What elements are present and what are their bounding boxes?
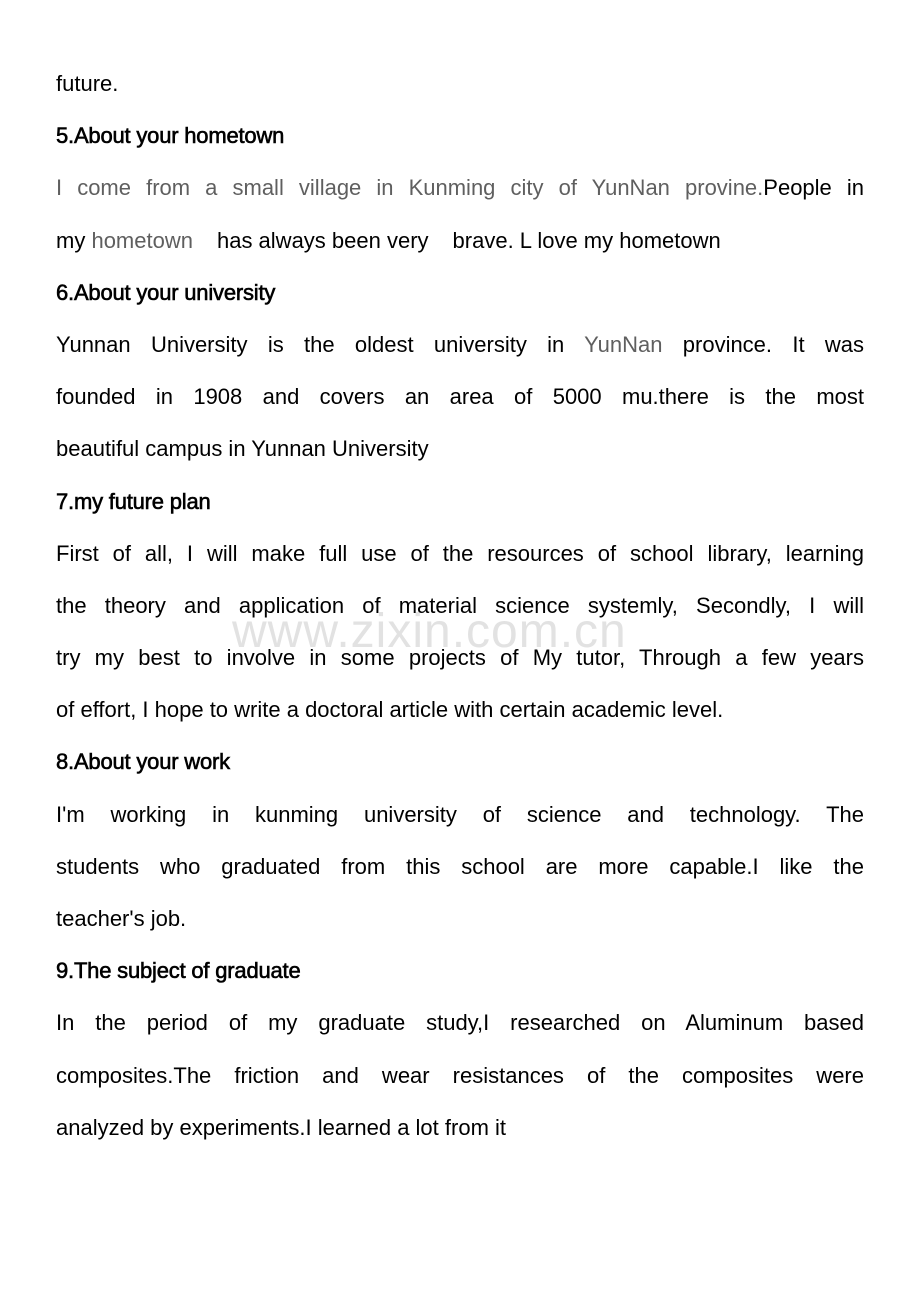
paragraph-line <box>56 162 864 214</box>
paragraph-line: try my best to involve in some projects of My tutor, Through a few years <box>56 645 864 671</box>
paragraph-line: First of all, I will make full use of the resources of school library, learning <box>56 540 864 566</box>
text-run: Yunnan University is the oldest university in <box>56 331 565 357</box>
paragraph-line: composites.The friction and wear resistances of the composites were <box>56 1062 864 1088</box>
section-heading-graduate-subject: 9.The subject of graduate <box>56 958 301 984</box>
text-run: hometown <box>91 227 193 253</box>
section-heading-university: 6.About your university <box>56 279 276 305</box>
paragraph-line: I'm working in kunming university of science and technology. The <box>56 801 864 827</box>
section-heading-future-plan: 7.my future plan <box>56 488 211 514</box>
text-run: People in <box>763 175 864 201</box>
text-run: brave. L love my hometown <box>452 227 721 253</box>
paragraph-line: teacher's job. <box>56 906 187 931</box>
paragraph-line: future. <box>56 71 119 96</box>
paragraph-line: analyzed by experiments.I learned a lot from it <box>56 1114 507 1140</box>
paragraph-line: founded in 1908 and covers an area of 5000 mu.there is the most <box>56 384 864 410</box>
section-heading-work: 8.About your work <box>56 749 230 775</box>
section-heading-hometown: 5.About your hometown <box>56 123 285 149</box>
text-run: my <box>56 227 86 253</box>
paragraph-line <box>56 215 864 267</box>
paragraph-line: students who graduated from this school are more capable.I like the <box>56 853 864 879</box>
paragraph-line: beautiful campus in Yunnan University <box>56 436 429 462</box>
text-run: YunNan <box>584 331 663 357</box>
paragraph-line: of effort, I hope to write a doctoral article with certain academic level. <box>56 697 724 723</box>
watermark: www.zixin.com.cn <box>232 605 627 658</box>
document-page <box>56 58 864 1154</box>
paragraph-line <box>56 319 864 371</box>
paragraph-line: the theory and application of material science systemly, Secondly, I will <box>56 592 864 618</box>
paragraph-line: In the period of my graduate study,I researched on Aluminum based <box>56 1010 864 1036</box>
text-run: province. It was <box>682 331 864 357</box>
text-run: has always been very <box>216 227 429 253</box>
text-run: I come from a small village in Kunming city of YunNan provine. <box>56 175 764 201</box>
